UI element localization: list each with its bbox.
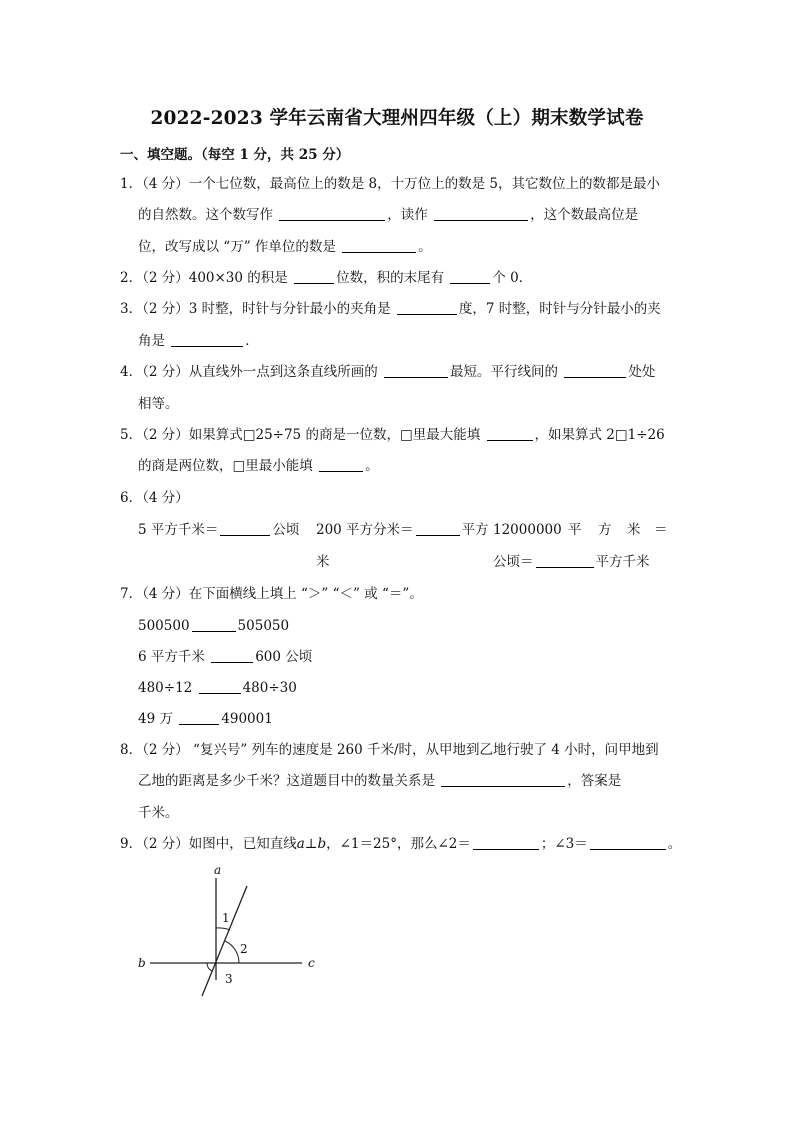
question-8-line-2 bbox=[138, 771, 621, 791]
question-4-text: 最短。平行线间的 bbox=[450, 364, 559, 380]
question-6-row-1e bbox=[598, 520, 612, 540]
question-1-number: 1． bbox=[120, 176, 143, 192]
question-8-line-1 bbox=[120, 740, 659, 760]
question-4-text: 相等。 bbox=[138, 396, 179, 412]
question-6-text: 平方千米 bbox=[595, 554, 650, 570]
angle-2-arc bbox=[225, 941, 239, 963]
question-2-text: （2 分）400×30 的积是 bbox=[142, 270, 288, 286]
answer-blank[interactable] bbox=[171, 332, 243, 347]
question-6-text: 公顷 bbox=[272, 522, 300, 538]
question-2-text: 个 0． bbox=[492, 270, 533, 286]
answer-blank[interactable] bbox=[211, 648, 253, 663]
comparison-left: 49 万 bbox=[138, 711, 173, 727]
question-8-text: 千米。 bbox=[138, 805, 179, 821]
question-6-row-1c bbox=[493, 520, 562, 540]
question-5-line-1 bbox=[120, 425, 665, 445]
question-5-line-2 bbox=[138, 456, 379, 476]
question-9-text: 。 bbox=[667, 836, 682, 852]
comparison-left: 6 平方千米 bbox=[138, 649, 205, 665]
section-heading: 一、填空题。（每空 1 分，共 25 分） bbox=[120, 147, 350, 163]
question-8-text: （2 分） “复兴号” 列车的速度是 260 千米/时，从甲地到乙地行驶了 4 小时，问甲地到 bbox=[142, 742, 659, 758]
question-9-text: ，∠1＝25°，那么∠2＝ bbox=[326, 836, 471, 852]
question-3-line-2 bbox=[138, 331, 259, 351]
question-4-line-1 bbox=[120, 362, 655, 382]
comparison-right: 490001 bbox=[221, 711, 273, 727]
question-7-line bbox=[120, 584, 423, 604]
angle-label-2: 2 bbox=[240, 942, 248, 956]
question-1-text: 的自然数。这个数写作 bbox=[138, 207, 273, 223]
question-7-item bbox=[138, 678, 297, 698]
question-8-number: 8． bbox=[120, 742, 143, 758]
question-4-text: （2 分）从直线外一点到这条直线所画的 bbox=[142, 364, 378, 380]
answer-blank[interactable] bbox=[279, 206, 385, 221]
question-1-line-3 bbox=[138, 237, 432, 257]
question-6-text: 公顷＝ bbox=[493, 554, 534, 570]
answer-blank[interactable] bbox=[536, 553, 594, 568]
question-6-text: 平 bbox=[568, 522, 582, 538]
question-4-text: 处处 bbox=[628, 364, 656, 380]
label-a: a bbox=[214, 863, 222, 877]
question-8-text: ，答案是 bbox=[567, 773, 622, 789]
label-c: c bbox=[308, 956, 315, 970]
question-6-row-2b bbox=[493, 552, 650, 572]
question-8-text: 乙地的距离是多少千米？这道题目中的数量关系是 bbox=[138, 773, 435, 789]
angle-3-arc bbox=[207, 963, 212, 971]
question-5-text: （2 分）如果算式□25÷75 的商是一位数，□里最大能填 bbox=[142, 427, 481, 443]
answer-blank[interactable] bbox=[220, 521, 270, 536]
question-8-line-3 bbox=[138, 803, 179, 823]
question-7-item bbox=[138, 616, 289, 636]
answer-blank[interactable] bbox=[199, 679, 241, 694]
question-1-text: 位，改写成以 “万” 作单位的数是 bbox=[138, 239, 336, 255]
answer-blank[interactable] bbox=[441, 772, 565, 787]
question-3-text: 角是 bbox=[138, 333, 165, 349]
answer-blank[interactable] bbox=[564, 363, 626, 378]
comparison-right: 600 公顷 bbox=[255, 649, 313, 665]
answer-blank[interactable] bbox=[590, 835, 666, 850]
question-6-text: 方 bbox=[598, 522, 612, 538]
answer-blank[interactable] bbox=[192, 617, 236, 632]
question-2-line bbox=[120, 268, 532, 288]
question-5-number: 5． bbox=[120, 427, 143, 443]
question-4-line-2 bbox=[138, 394, 179, 414]
question-3-text: （2 分）3 时整，时针与分针最小的夹角是 bbox=[142, 301, 391, 317]
question-9-number: 9． bbox=[120, 836, 143, 852]
answer-blank[interactable] bbox=[179, 710, 219, 725]
question-2-number: 2． bbox=[120, 270, 143, 286]
question-6-text: 5 平方千米＝ bbox=[138, 522, 219, 538]
question-1-text: ，这个数最高位是 bbox=[530, 207, 639, 223]
question-6-text: 米 bbox=[316, 554, 330, 570]
question-5-text: ，如果算式 2□1÷26 bbox=[534, 427, 665, 443]
question-6-text: 米 bbox=[627, 522, 641, 538]
question-6-row-1d bbox=[568, 520, 582, 540]
answer-blank[interactable] bbox=[397, 300, 457, 315]
question-9-math: a⊥b bbox=[296, 836, 327, 852]
question-9-text: ；∠3＝ bbox=[540, 836, 588, 852]
question-7-number: 7． bbox=[120, 586, 143, 602]
comparison-right: 505050 bbox=[237, 618, 290, 634]
question-6-row-1b bbox=[316, 520, 489, 540]
question-6-row-1g bbox=[654, 520, 668, 540]
answer-blank[interactable] bbox=[416, 521, 460, 536]
question-3-text: 度，7 时整，时针与分针最小的夹 bbox=[458, 301, 661, 317]
question-9-text: （2 分）如图中，已知直线 bbox=[142, 836, 297, 852]
question-3-text: ． bbox=[245, 333, 259, 349]
question-6-row-1f bbox=[627, 520, 641, 540]
angle-label-1: 1 bbox=[222, 911, 230, 925]
angle-label-3: 3 bbox=[225, 972, 233, 986]
angle-1-arc bbox=[216, 928, 230, 930]
answer-blank[interactable] bbox=[473, 835, 539, 850]
answer-blank[interactable] bbox=[294, 269, 334, 284]
comparison-left: 500500 bbox=[138, 618, 190, 634]
question-7-item bbox=[138, 709, 273, 729]
answer-blank[interactable] bbox=[342, 238, 416, 253]
question-9-line bbox=[120, 834, 681, 854]
answer-blank[interactable] bbox=[384, 363, 448, 378]
answer-blank[interactable] bbox=[487, 426, 533, 441]
question-6-row-1a bbox=[138, 520, 299, 540]
question-5-text: 的商是两位数，□里最小能填 bbox=[138, 458, 313, 474]
answer-blank[interactable] bbox=[319, 457, 363, 472]
page-title: 2022-2023 学年云南省大理州四年级（上）期末数学试卷 bbox=[150, 108, 644, 129]
question-1-line-2 bbox=[138, 205, 638, 225]
comparison-right: 480÷30 bbox=[242, 680, 297, 696]
perpendicular-lines-diagram bbox=[134, 862, 319, 1000]
question-6-text: 12000000 bbox=[493, 522, 562, 538]
question-3-line-1 bbox=[120, 299, 661, 319]
question-1-text: （4 分）一个七位数，最高位上的数是 8，十万位上的数是 5，其它数位上的数都是最小 bbox=[142, 176, 660, 192]
question-6-text: 平方 bbox=[461, 522, 489, 538]
question-1-line-1 bbox=[120, 174, 660, 194]
label-b: b bbox=[138, 956, 146, 970]
answer-blank[interactable] bbox=[434, 206, 528, 221]
answer-blank[interactable] bbox=[450, 269, 490, 284]
question-5-text: 。 bbox=[365, 458, 379, 474]
question-6-line bbox=[120, 488, 189, 508]
question-3-number: 3． bbox=[120, 301, 143, 317]
question-6-text: ＝ bbox=[654, 522, 668, 538]
question-7-text: （4 分）在下面横线上填上 “＞” “＜” 或 “＝”。 bbox=[142, 586, 423, 602]
question-6-row-2a bbox=[316, 552, 330, 572]
question-6-number: 6． bbox=[120, 490, 143, 506]
question-1-text: 。 bbox=[418, 239, 432, 255]
question-7-item bbox=[138, 647, 312, 667]
question-4-number: 4． bbox=[120, 364, 143, 380]
question-1-text: ，读作 bbox=[387, 207, 428, 223]
question-6-text: （4 分） bbox=[142, 490, 189, 506]
question-2-text: 位数，积的末尾有 bbox=[336, 270, 445, 286]
comparison-left: 480÷12 bbox=[138, 680, 193, 696]
question-6-text: 200 平方分米＝ bbox=[316, 522, 414, 538]
